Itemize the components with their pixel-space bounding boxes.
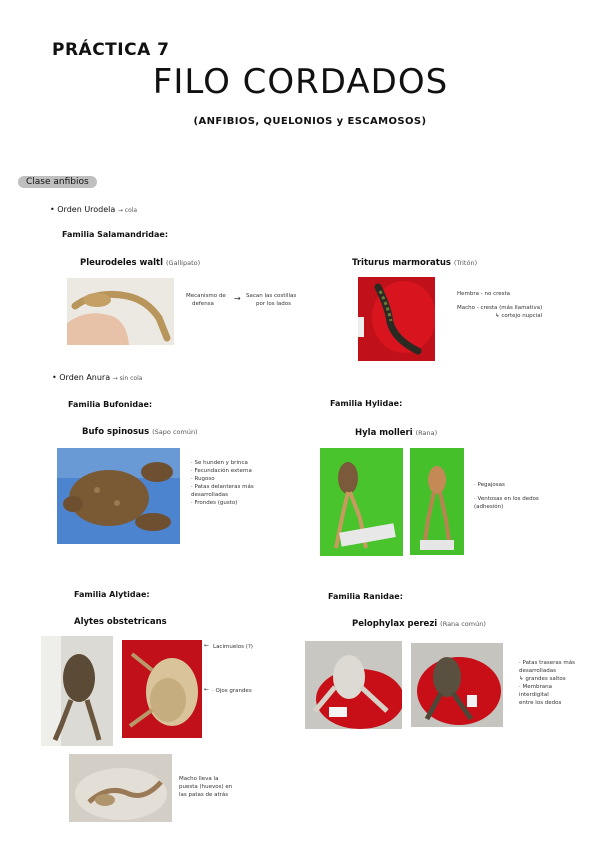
photo-bufo [57,448,180,544]
note-line: Sacan las costillas [246,293,297,299]
note-line: · Rugoso [191,476,215,482]
triturus-notes [457,290,542,320]
pleurodeles-note-left [186,292,226,308]
note-line: las patas de atrás [179,792,229,798]
species-name: Pleurodeles waltl [80,258,164,268]
note-line: · Membrana [519,684,552,690]
family-alytidae: Familia Alytidae: [74,590,150,599]
species-name: Alytes obstetricans [74,617,167,627]
note-line: desarrolladas [191,492,228,498]
note-line: entre los dedos [519,700,562,706]
common-name: (Tritón) [453,259,478,267]
species-triturus [352,258,477,268]
photo-hyla-1 [320,448,403,556]
species-name: Hyla molleri [355,428,413,438]
order-anura-note: → sin cola [112,375,143,382]
photo-pelophylax-1 [305,641,402,729]
page-subtitle: (ANFIBIOS, QUELONIOS y ESCAMOSOS) [193,116,427,127]
species-name: Triturus marmoratus [352,258,451,268]
photo-triturus [358,277,435,361]
alytes-notes-bottom [179,775,232,799]
note-line: desarrolladas [519,668,556,674]
note-line: defensa [192,301,214,307]
photo-pelophylax-2 [411,643,503,727]
alytes-note-mid: · Ojos grandes [212,688,252,694]
order-anura [52,373,142,382]
family-hylidae: Familia Hylidae: [330,399,403,408]
pleurodeles-note-right [246,292,296,308]
note-line: (adhesión) [474,504,504,510]
species-pleurodeles [80,258,200,268]
note-line: ↳ cortejo nupcial [495,313,543,319]
arrow-icon: ← [204,642,210,649]
note-line: por los lados [256,301,291,307]
common-name: (Rana común) [440,620,486,628]
photo-alytes-2 [122,640,202,738]
family-salamandridae: Familia Salamandridae: [62,230,169,239]
note-line: ↳ grandes saltos [519,676,566,682]
photo-alytes-1 [41,636,113,746]
common-name: (Sapo común) [152,428,198,436]
pelophylax-notes [519,659,575,707]
common-name: (Gallipato) [166,259,201,267]
species-pelophylax [352,619,486,629]
arrow-icon: ← [204,686,210,693]
photo-pleurodeles [67,278,174,345]
note-line: · Patas traseras más [519,660,575,666]
note-line: Hembra - no cresta [457,291,511,297]
order-urodela-note: → cola [117,207,138,214]
order-urodela [50,205,137,214]
species-hyla [355,428,437,438]
note-line: · Frondes (gusto) [191,500,238,506]
family-bufonidae: Familia Bufonidae: [68,400,153,409]
hyla-notes [474,481,539,511]
page-title: FILO CORDADOS [152,62,449,102]
species-alytes [74,617,167,627]
note-line: · Fecundación externa [191,468,252,474]
note-line: · Pegajosas [474,482,505,488]
practice-number: PRÁCTICA 7 [52,40,170,60]
alytes-note-top: Lacimuelos (?) [213,644,253,650]
note-line: Mecanismo de [186,293,226,299]
note-line: · Patas delanteras más [191,484,254,490]
photo-alytes-3 [69,754,172,822]
note-line: · Ventosas en los dedos [474,496,539,502]
note-line: · Se hunden y brinca [191,460,248,466]
family-ranidae: Familia Ranidae: [328,592,403,601]
class-heading: Clase anfibios [18,176,97,188]
note-line: puesta (huevos) en [179,784,233,790]
species-name: Bufo spinosus [82,427,150,437]
common-name: (Rana) [415,429,438,437]
arrow-icon: → [234,294,241,303]
species-bufo [82,427,198,437]
order-anura-label: • Orden Anura [52,373,111,382]
note-line: Macho lleva la [179,776,219,782]
note-line: interdigital [519,692,549,698]
order-urodela-label: • Orden Urodela [50,205,116,214]
note-line: Macho - cresta (más llamativa) [457,305,543,311]
species-name: Pelophylax perezi [352,619,438,629]
photo-hyla-2 [410,448,464,555]
bufo-notes [191,459,254,507]
